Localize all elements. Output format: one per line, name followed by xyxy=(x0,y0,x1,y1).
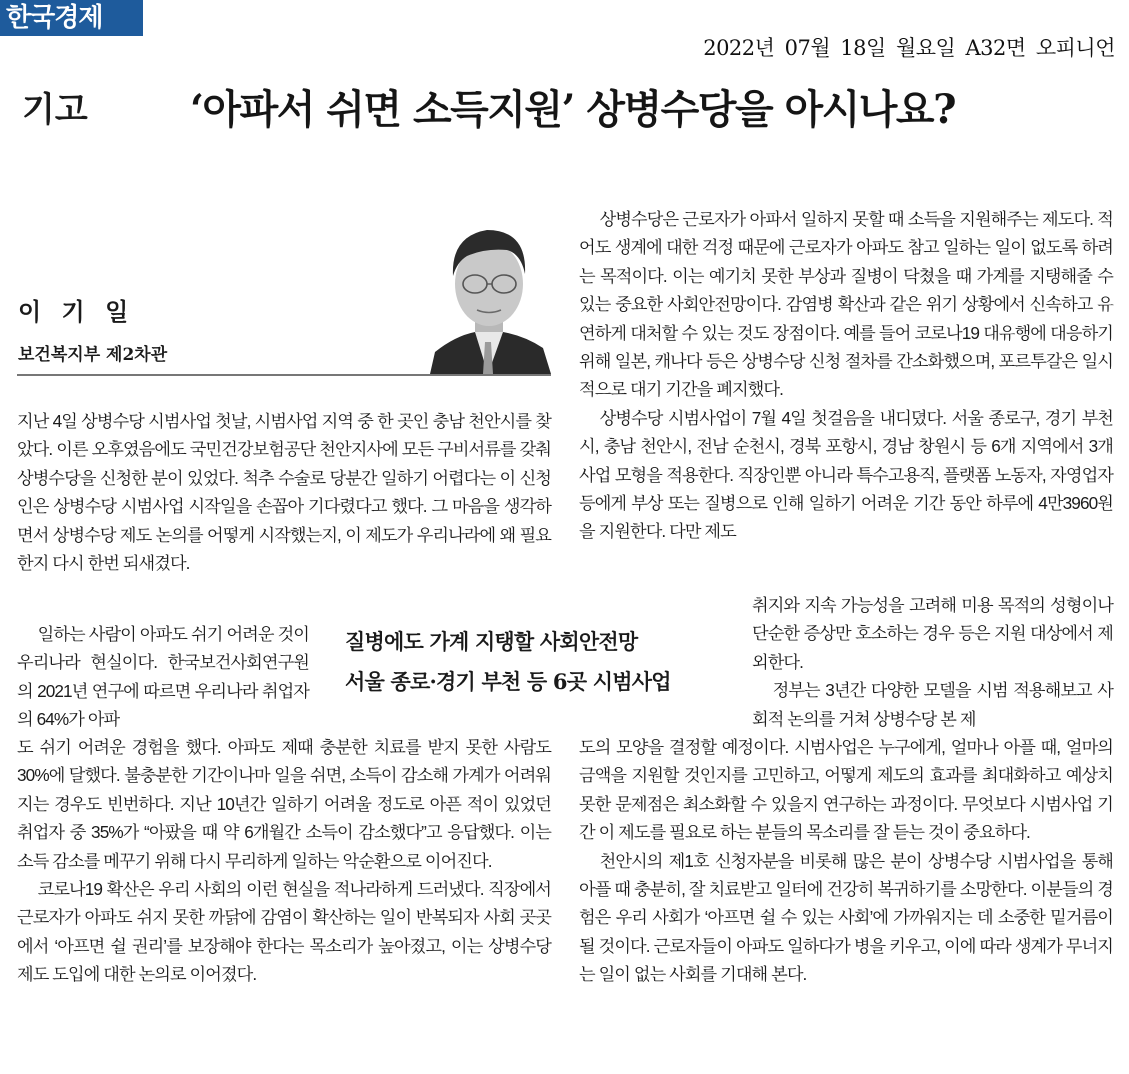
paragraph: 일하는 사람이 아파도 쉬기 어려운 것이 우리나라 현실이다. 한국보건사회연구원의 2021년 연구에 따르면 우리나라 취업자의 64%가 아파 xyxy=(17,624,309,730)
author-name: 이 기 일 xyxy=(18,298,135,326)
section-label: 기고 xyxy=(22,90,88,130)
article-column-left-narrow xyxy=(17,620,309,734)
pull-quote xyxy=(345,622,671,702)
pull-quote-line: 서울 종로·경기 부천 등 6곳 시범사업 xyxy=(345,669,671,694)
author-divider xyxy=(17,374,551,376)
paragraph: 도 쉬기 어려운 경험을 했다. 아파도 제때 충분한 치료를 받지 못한 사람도 30%에 달했다. 불충분한 기간이나마 일을 쉬면, 소득이 감소해 가계가 어려워지는 경우도 빈번하다. 지난 10년간 일하기 어려울 정도로 아픈 적이 있었던 취업자 중 35%가 “아팠을 때 약 6개월간 소득이 감소했다”고 응답했다. 이는 소득 감소를 메꾸기 위해 다시 무리하게 일하는 악순환으로 이어진다. xyxy=(17,737,551,871)
paragraph: 취지와 지속 가능성을 고려해 미용 목적의 성형이나 단순한 증상만 호소하는 경우 등은 지원 대상에서 제외한다. xyxy=(752,595,1113,672)
paragraph: 상병수당은 근로자가 아파서 일하지 못할 때 소득을 지원해주는 제도다. 적어도 생계에 대한 걱정 때문에 근로자가 아파도 참고 일하는 일이 없도록 하려는 목적이다. 이는 예기치 못한 부상과 질병이 닥쳤을 때 가계를 지탱해줄 수 있는 중요한 사회안전망이다. 감염병 확산과 같은 위기 상황에서 신속하고 유연하게 대처할 수 있는 것도 장점이다. 예를 들어 코로나19 대유행에 대응하기 위해 일본, 캐나다 등은 상병수당 신청 절차를 간소화했으며, 포르투갈은 일시적으로 대기 기간을 폐지했다. xyxy=(579,209,1113,400)
paragraph: 도의 모양을 결정할 예정이다. 시범사업은 누구에게, 얼마나 아플 때, 얼마의 금액을 지원할 것인지를 고민하고, 어떻게 제도의 효과를 최대화하고 예상치 못한 문제점은 최소화할 수 있을지 연구하는 과정이다. 무엇보다 시범사업 기간 이 제도를 필요로 하는 분들의 목소리를 잘 듣는 것이 중요하다. xyxy=(579,737,1113,843)
article-column-right-bottom xyxy=(579,733,1113,989)
article-column-right-narrow xyxy=(752,591,1113,733)
paragraph: 천안시의 제1호 신청자분을 비롯해 많은 분이 상병수당 시범사업을 통해 아플 때 충분히, 잘 치료받고 일터에 건강히 복귀하기를 소망한다. 이분들의 경험은 우리 사회가 ‘아프면 쉴 수 있는 사회’에 가까워지는 데 소중한 밑거름이 될 것이다. 근로자들이 아파도 일하다가 병을 키우고, 이에 따라 생계가 무너지는 일이 없는 사회를 기대해 본다. xyxy=(579,850,1113,985)
article-column-right xyxy=(579,205,1113,546)
paragraph: 정부는 3년간 다양한 모델을 시범 적용해보고 사회적 논의를 거쳐 상병수당 본 제 xyxy=(752,680,1113,729)
paragraph: 지난 4일 상병수당 시범사업 첫날, 시범사업 지역 중 한 곳인 충남 천안시를 찾았다. 이른 오후였음에도 국민건강보험공단 천안지사에 모든 구비서류를 갖춰 상병수당을 신청한 분이 있었다. 척추 수술로 당분간 일하기 어렵다는 이 신청인은 상병수당 시범사업 시작일을 손꼽아 기다렸다고 했다. 그 마음을 생각하면서 상병수당 제도 논의를 어떻게 시작했는지, 이 제도가 우리나라에 왜 필요한지 다시 한번 되새겼다. xyxy=(17,411,551,574)
headline: ‘아파서 쉬면 소득지원’ 상병수당을 아시나요? xyxy=(190,86,956,133)
author-portrait-image xyxy=(425,214,551,374)
author-title: 보건복지부 제2차관 xyxy=(18,345,168,365)
dateline: 2022년 07월 18일 월요일 A32면 오피니언 xyxy=(703,36,1115,60)
paragraph: 상병수당 시범사업이 7월 4일 첫걸음을 내디뎠다. 서울 종로구, 경기 부천시, 충남 천안시, 전남 순천시, 경북 포항시, 경남 창원시 등 6개 지역에서 3개 사업 모형을 적용한다. 직장인뿐 아니라 특수고용직, 플랫폼 노동자, 자영업자 등에게 부상 또는 질병으로 인해 일하기 어려운 기간 동안 하루에 4만3960원을 지원한다. 다만 제도 xyxy=(579,407,1113,542)
paragraph: 코로나19 확산은 우리 사회의 이런 현실을 적나라하게 드러냈다. 직장에서 근로자가 아파도 쉬지 못한 까닭에 감염이 확산하는 일이 반복되자 사회 곳곳에서 ‘아프면 쉴 권리’를 보장해야 한다는 목소리가 높아졌고, 이는 상병수당 제도 도입에 대한 논의로 이어졌다. xyxy=(17,879,551,985)
article-column-left xyxy=(17,407,551,577)
pull-quote-line: 질병에도 가계 지탱할 사회안전망 xyxy=(345,629,638,654)
newspaper-logo: 한국경제 xyxy=(0,0,143,36)
article-column-left-bottom xyxy=(17,733,551,989)
